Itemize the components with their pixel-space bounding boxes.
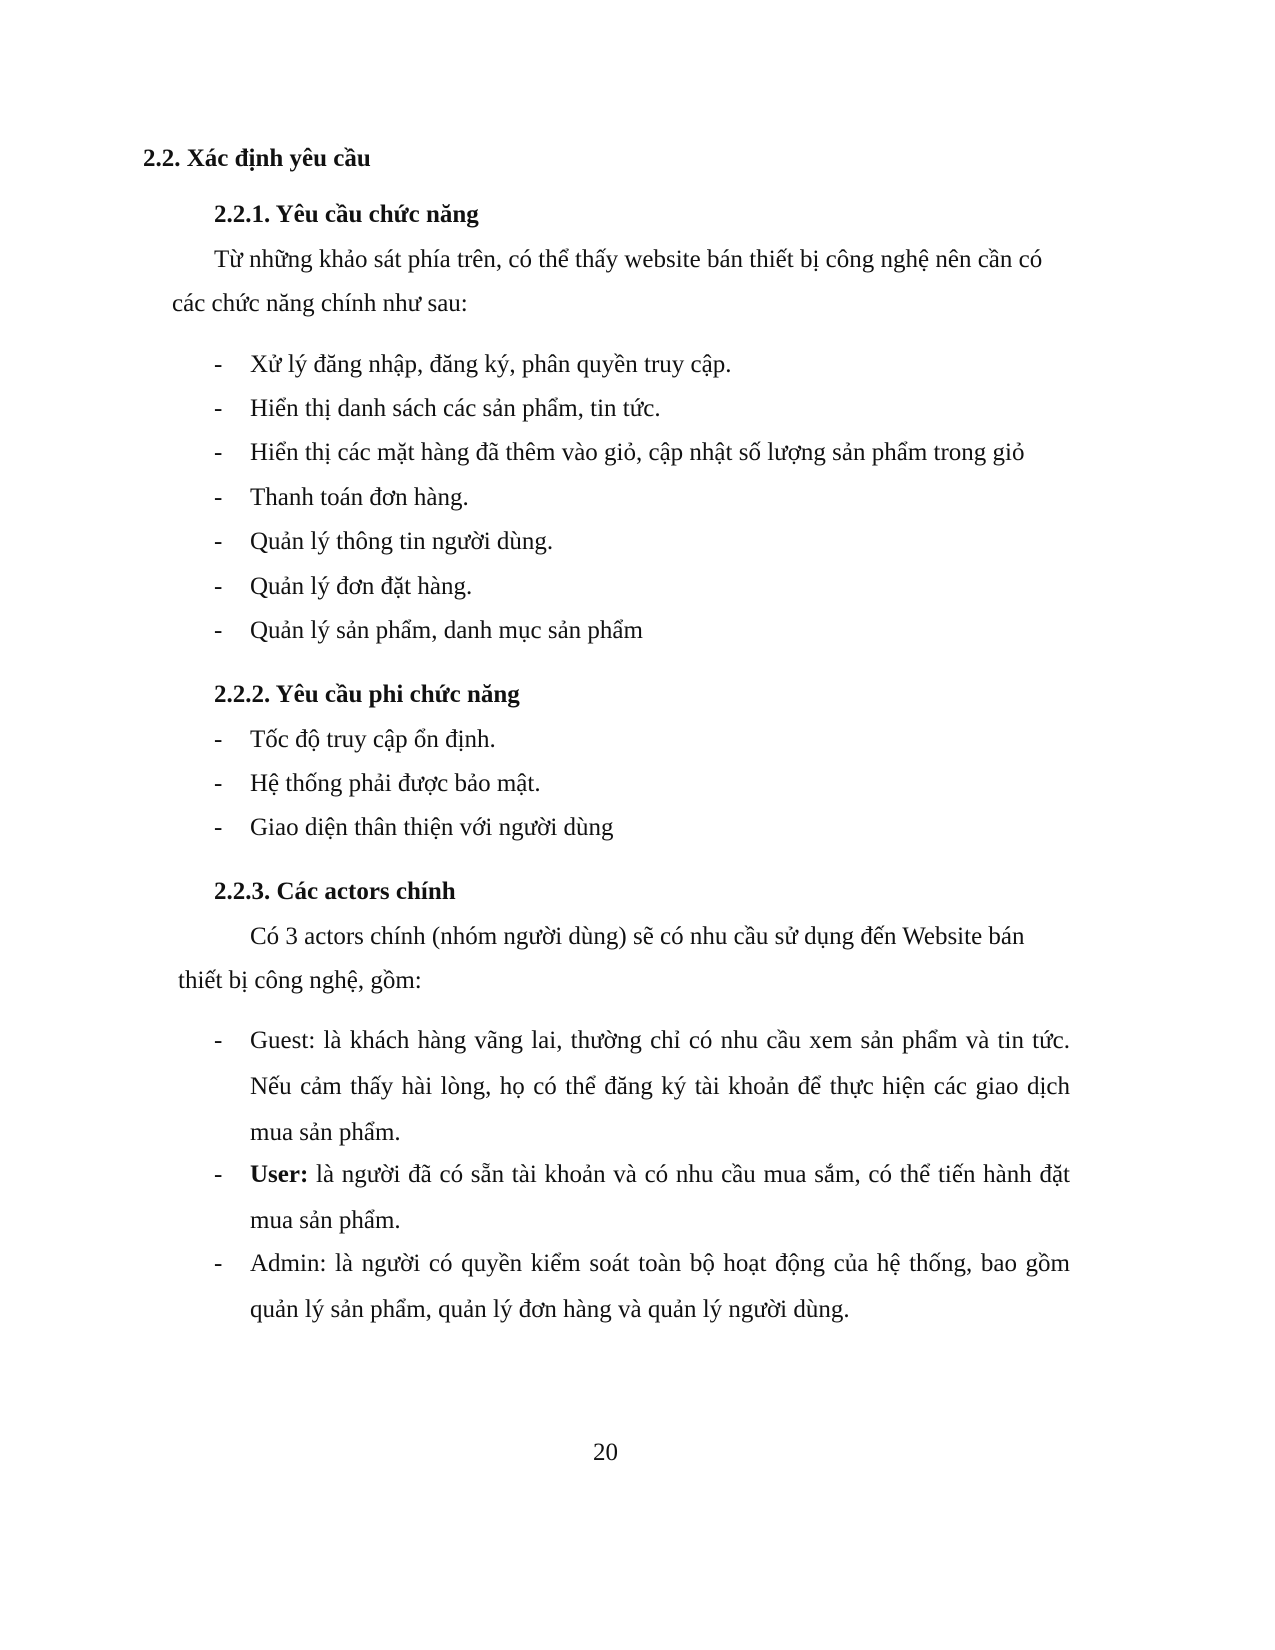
bullet-dash: - xyxy=(214,617,223,644)
actor-text: là người đã có sẵn tài khoản và có nhu cầu mua sắm, có thể tiến hành đặt mua sản phẩm. xyxy=(250,1161,1070,1234)
bullet-dash: - xyxy=(214,395,223,422)
actor-item-admin xyxy=(250,1241,1070,1333)
bullet-dash: - xyxy=(214,1161,223,1188)
functional-heading: 2.2.1. Yêu cầu chức năng xyxy=(214,201,479,228)
functional-intro-line1: Từ những khảo sát phía trên, có thể thấy website bán thiết bị công nghệ nên cần có xyxy=(214,246,1043,273)
functional-item: Quản lý sản phẩm, danh mục sản phẩm xyxy=(250,617,643,644)
actors-intro-line2: thiết bị công nghệ, gồm: xyxy=(178,967,422,994)
functional-item: Quản lý thông tin người dùng. xyxy=(250,528,554,555)
section-heading: 2.2. Xác định yêu cầu xyxy=(143,145,371,172)
nonfunctional-item: Tốc độ truy cập ổn định. xyxy=(250,726,496,753)
actors-intro-line1: Có 3 actors chính (nhóm người dùng) sẽ có nhu cầu sử dụng đến Website bán xyxy=(250,923,1025,950)
actor-text: Admin: là người có quyền kiểm soát toàn bộ hoạt động của hệ thống, bao gồm quản lý sản phẩm, quản lý đơn hàng và quản lý người dùng. xyxy=(250,1250,1070,1323)
actor-item-guest xyxy=(250,1018,1070,1156)
nonfunctional-item: Hệ thống phải được bảo mật. xyxy=(250,770,541,797)
bullet-dash: - xyxy=(214,484,223,511)
bullet-dash: - xyxy=(214,351,223,378)
bullet-dash: - xyxy=(214,1250,223,1277)
functional-item: Hiển thị danh sách các sản phẩm, tin tức. xyxy=(250,395,661,422)
bullet-dash: - xyxy=(214,1027,223,1054)
functional-item: Thanh toán đơn hàng. xyxy=(250,484,469,511)
bullet-dash: - xyxy=(214,439,223,466)
actor-item-user xyxy=(250,1152,1070,1244)
functional-item: Xử lý đăng nhập, đăng ký, phân quyền truy cập. xyxy=(250,351,732,378)
actor-text: Guest: là khách hàng vãng lai, thường chỉ có nhu cầu xem sản phẩm và tin tức. Nếu cảm thấy hài lòng, họ có thể đăng ký tài khoản để thực hiện các giao dịch mua sản phẩm. xyxy=(250,1027,1070,1146)
actor-label: User: xyxy=(250,1161,309,1188)
functional-item: Quản lý đơn đặt hàng. xyxy=(250,573,473,600)
functional-item: Hiển thị các mặt hàng đã thêm vào giỏ, cập nhật số lượng sản phẩm trong giỏ xyxy=(250,439,1025,466)
page-number: 20 xyxy=(593,1439,618,1466)
actors-heading: 2.2.3. Các actors chính xyxy=(214,878,456,905)
nonfunctional-item: Giao diện thân thiện với người dùng xyxy=(250,814,614,841)
functional-intro-line2: các chức năng chính như sau: xyxy=(172,290,468,317)
bullet-dash: - xyxy=(214,528,223,555)
nonfunctional-heading: 2.2.2. Yêu cầu phi chức năng xyxy=(214,681,520,708)
bullet-dash: - xyxy=(214,814,223,841)
bullet-dash: - xyxy=(214,573,223,600)
bullet-dash: - xyxy=(214,726,223,753)
bullet-dash: - xyxy=(214,770,223,797)
